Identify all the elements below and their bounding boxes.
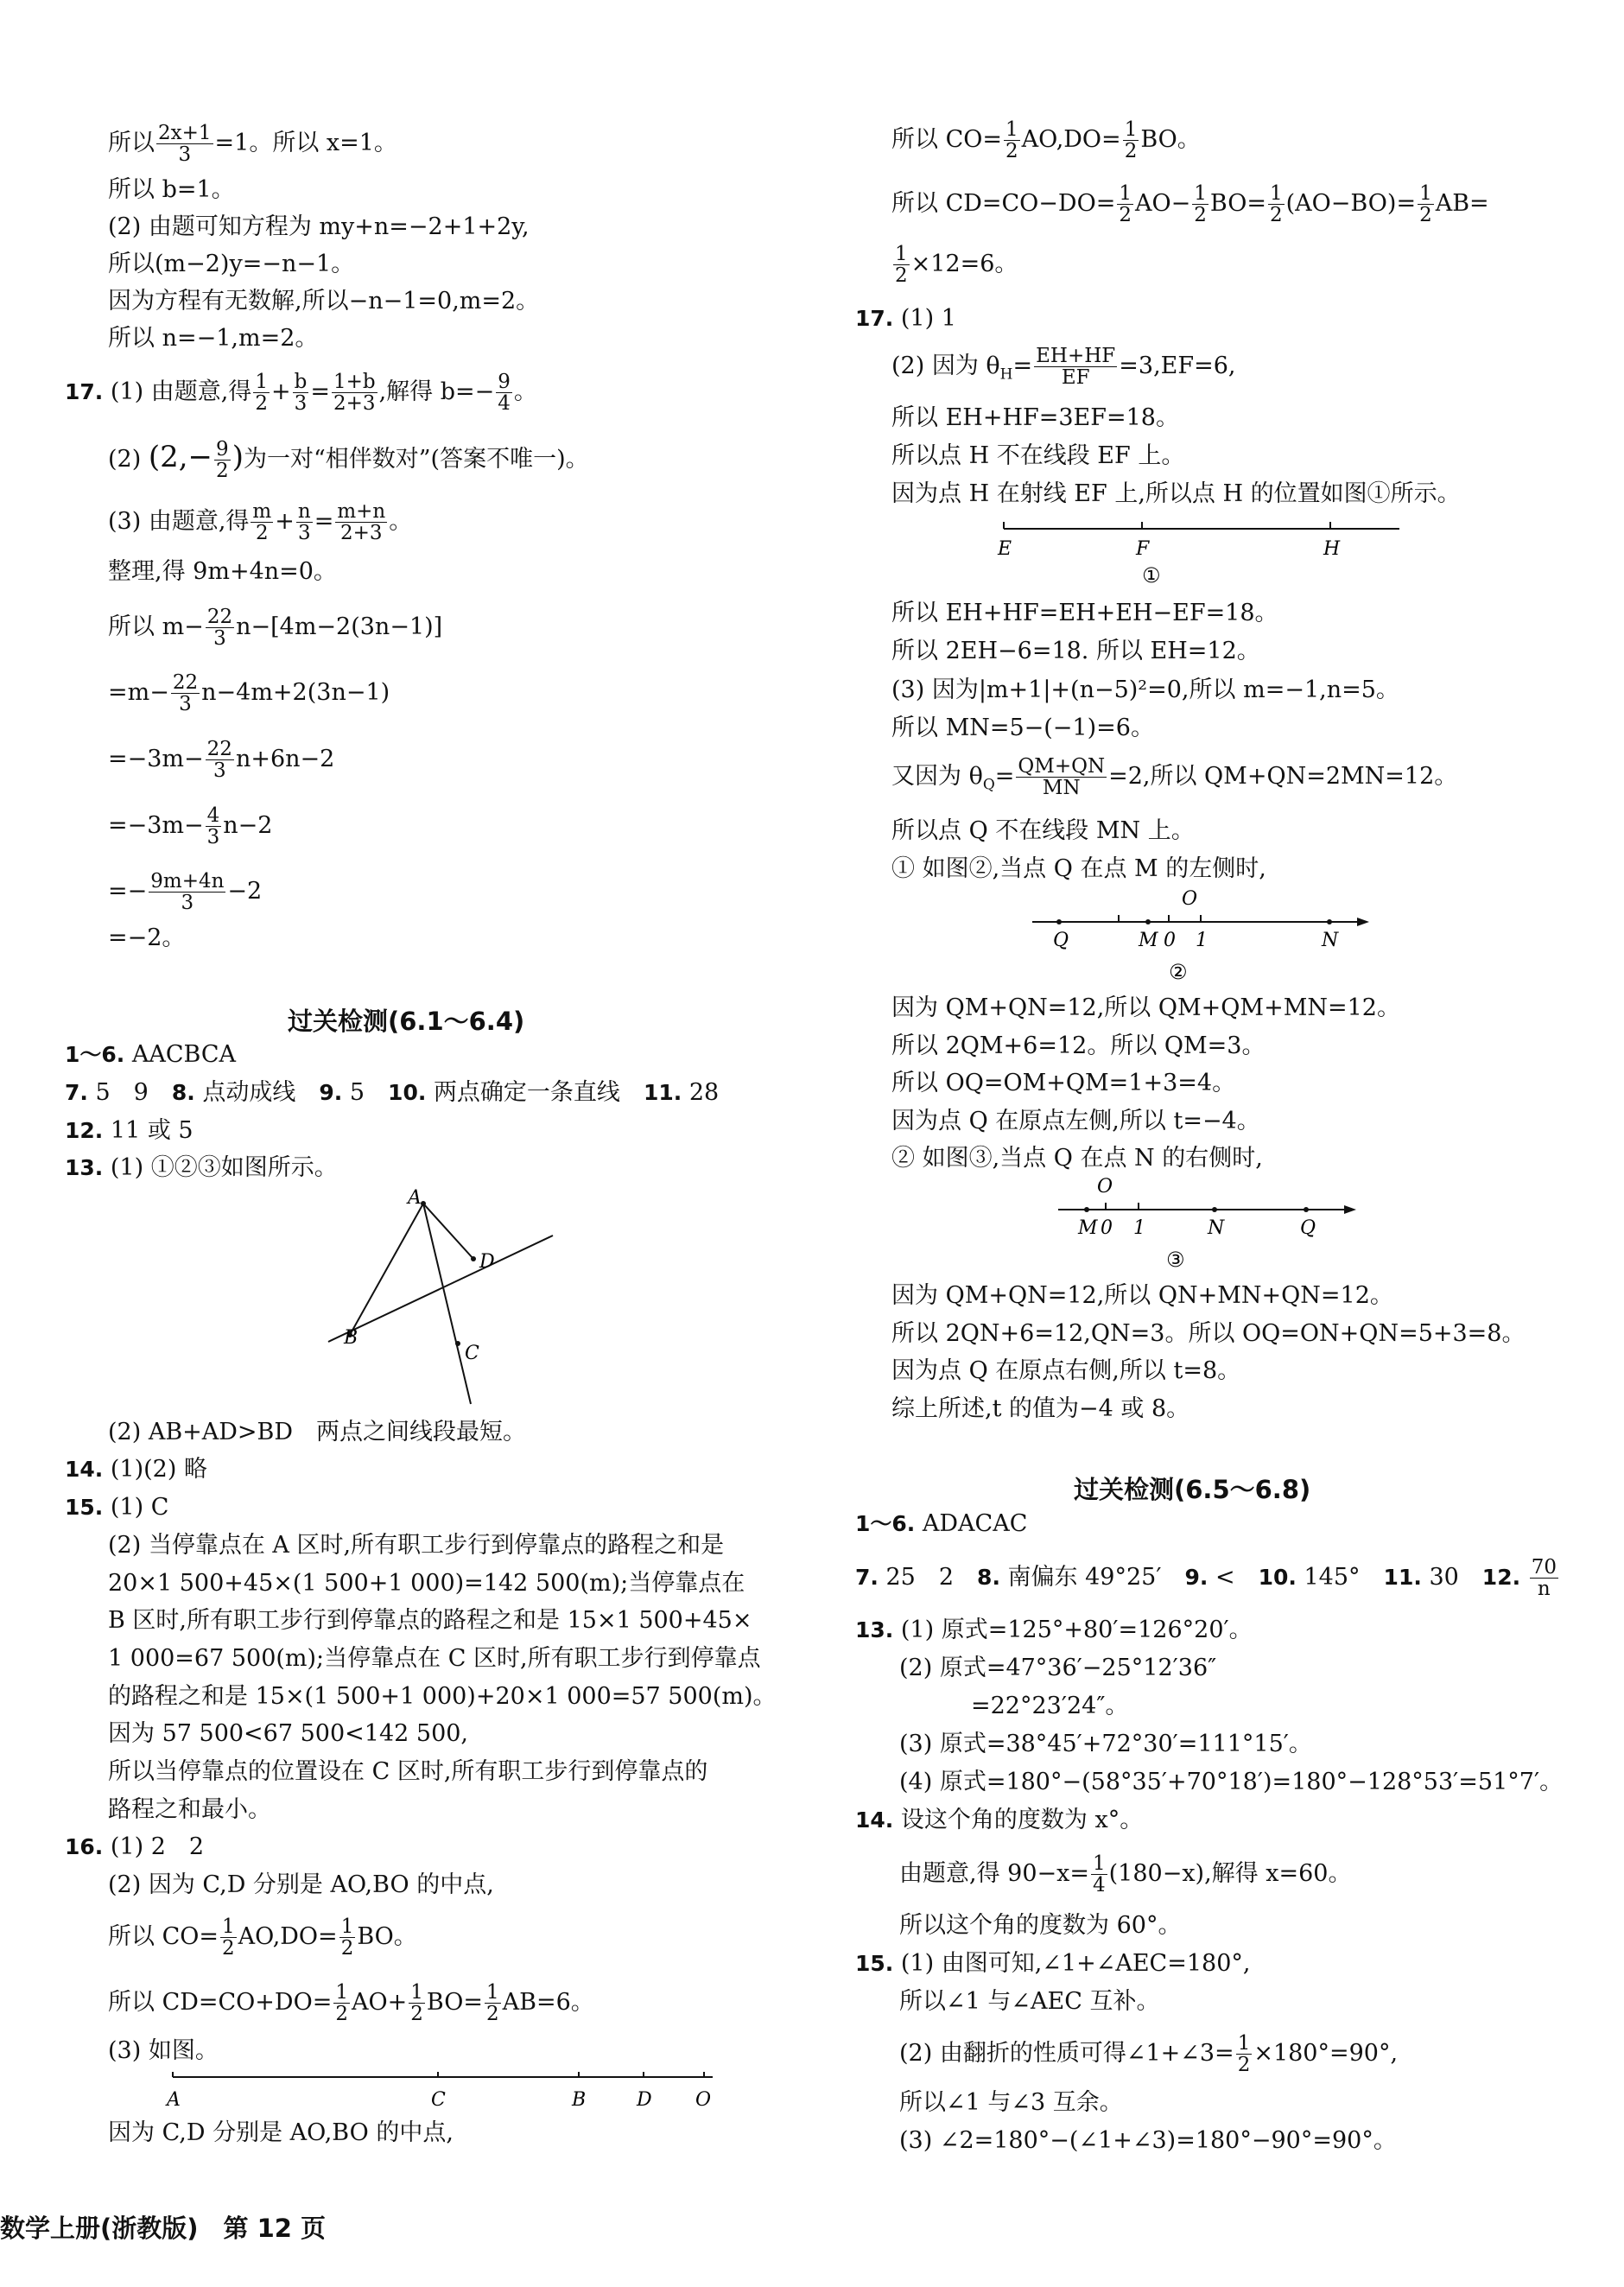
line: 所以 2QN+6=12,QN=3。所以 OQ=ON+QN=5+3=8。 <box>891 1320 1526 1347</box>
answer-line: 14. 设这个角的度数为 x°。 <box>855 1807 1144 1833</box>
figure-16 <box>160 2067 721 2114</box>
line: 因为点 Q 在原点右侧,所以 t=8。 <box>891 1357 1241 1384</box>
label-B: B <box>344 1327 358 1349</box>
label-F: F <box>1136 538 1150 560</box>
ray-AC <box>423 1204 471 1404</box>
line: 所以点 H 不在线段 EF 上。 <box>891 442 1185 469</box>
line: (2) 原式=47°36′−25°12′36″ <box>899 1655 1217 1681</box>
point-C <box>455 1341 460 1346</box>
expr-line: 所以 m− $\frac{22}{3}$ n−[4m−2(3n−1)] <box>108 606 443 651</box>
figure-caption: ② <box>1169 960 1188 984</box>
answer-line: 1～6. AACBCA <box>65 1041 237 1068</box>
answer-line: 15. (1) C <box>65 1494 169 1521</box>
label-B: B <box>572 2089 587 2111</box>
line: 因为 QM+QN=12,所以 QN+MN+QN=12。 <box>891 1282 1393 1309</box>
line: =−2。 <box>108 924 186 951</box>
label-zero: 0 <box>1164 930 1176 951</box>
line: 所以 CD=CO−DO= $\frac{1}{2}$ AO− $\frac{1}{2}$ BO= $\frac{1}{2}$ (AO−BO)= $\frac{1}{2}$ AB= <box>891 182 1489 227</box>
label-A: A <box>167 2089 181 2111</box>
label-zero: 0 <box>1101 1217 1113 1239</box>
label-M: M <box>1139 930 1158 951</box>
line: 又因为 $\theta_Q=$ $\frac{QM+QN}{MN}$ =2,所以 QM+QN=2MN=12。 <box>891 755 1458 800</box>
label-A: A <box>408 1188 422 1209</box>
line: (3) 如图。 <box>108 2037 219 2064</box>
point-A <box>421 1201 426 1206</box>
expr-line: =−3m− $\frac{22}{3}$ n+6n−2 <box>108 738 335 783</box>
line: 所以 n=−1,m=2。 <box>108 325 319 352</box>
line: =22°23′24″。 <box>971 1693 1129 1719</box>
label-one: 1 <box>1133 1217 1145 1239</box>
line: 因为点 Q 在原点左侧,所以 t=−4。 <box>891 1108 1260 1134</box>
line: (3) 因为|m+1|+(n−5)²=0,所以 m=−1,n=5。 <box>891 677 1399 703</box>
point-Q <box>1304 1207 1309 1212</box>
label-one: 1 <box>1196 930 1208 951</box>
line: 路程之和最小。 <box>108 1796 271 1823</box>
figure-1 <box>993 511 1408 589</box>
segment-AD <box>423 1204 473 1259</box>
line: 所以 MN=5−(−1)=6。 <box>891 715 1154 741</box>
line: 因为 C,D 分别是 AO,BO 的中点, <box>108 2119 454 2146</box>
line: ① 如图②,当点 Q 在点 M 的左侧时, <box>891 855 1266 882</box>
line: B 区时,所有职工步行到停靠点的路程之和是 15×1 500+45× <box>108 1607 752 1634</box>
point-D <box>471 1256 476 1261</box>
line: 所以(m−2)y=−n−1。 <box>108 251 355 277</box>
line: 所以 EH+HF=3EF=18。 <box>891 404 1179 431</box>
expr-line: =−3m− $\frac{4}{3}$ n−2 <box>108 804 273 849</box>
q17-part3: (3) 由题意,得 $\frac{m}{2}$ + $\frac{n}{3}$ = $\frac{m+n}{2+3}$ 。 <box>108 500 413 545</box>
q17-part2: (2) (2,− $\frac{9}{2}$ )为一对“相伴数对”(答案不唯一)。 <box>108 438 589 483</box>
line: 所以这个角的度数为 60°。 <box>899 1912 1182 1939</box>
label-E: E <box>998 538 1012 560</box>
answer-line: 16. (1) 2 2 <box>65 1833 205 1860</box>
line: ② 如图③,当点 Q 在点 N 的右侧时, <box>891 1145 1263 1172</box>
label-N: N <box>1208 1217 1225 1239</box>
answer-line: 1～6. ADACAC <box>855 1510 1028 1537</box>
line: 因为点 H 在射线 EF 上,所以点 H 的位置如图①所示。 <box>891 480 1461 507</box>
line: 所以 EH+HF=EH+EH−EF=18。 <box>891 600 1278 626</box>
line: 所以 2QM+6=12。所以 QM=3。 <box>891 1032 1266 1059</box>
answer-line: 17. (1) 1 <box>855 305 956 332</box>
answer-line: 7. 25 2 8. 南偏东 49°25′ 9. < 10. 145° 11. 30 12. $\frac{70}{n}$ <box>855 1556 1557 1601</box>
line: 所以当停靠点的位置设在 C 区时,所有职工步行到停靠点的 <box>108 1758 708 1785</box>
answer-line: 13. (1) ①②③如图所示。 <box>65 1154 338 1181</box>
label-Q: Q <box>1053 930 1069 951</box>
answer-line: 12. 11 或 5 <box>65 1117 193 1144</box>
label-N: N <box>1322 930 1339 951</box>
segment-AB <box>350 1204 423 1335</box>
line: 所以 CO= $\frac{1}{2}$ AO,DO= $\frac{1}{2}$ BO。 <box>891 118 1201 163</box>
label-C: C <box>431 2089 446 2111</box>
label-D: D <box>637 2089 652 2111</box>
line: (2) AB+AD>BD 两点之间线段最短。 <box>108 1419 527 1445</box>
line: 所以 $\frac{2x+1}{3}$ =1。所以 x=1。 <box>108 122 397 167</box>
line: (2) 因为 C,D 分别是 AO,BO 的中点, <box>108 1871 494 1898</box>
line: 所以∠1 与∠3 互余。 <box>899 2089 1123 2116</box>
figure-13 <box>320 1188 561 1421</box>
answer-line: 15. (1) 由图可知,∠1+∠AEC=180°, <box>855 1950 1251 1977</box>
answer-line: 14. (1)(2) 略 <box>65 1456 207 1483</box>
line: 因为 QM+QN=12,所以 QM+QM+MN=12。 <box>891 994 1400 1021</box>
section-heading: 过关检测(6.1～6.4) <box>288 1007 525 1036</box>
line: (2) 当停靠点在 A 区时,所有职工步行到停靠点的路程之和是 <box>108 1532 725 1559</box>
line: 由题意,得 90−x= $\frac{1}{4}$ (180−x),解得 x=60。 <box>899 1852 1352 1897</box>
point-M <box>1084 1207 1089 1212</box>
label-O: O <box>695 2089 712 2111</box>
line-BD <box>328 1236 553 1342</box>
line: 所以 b=1。 <box>108 176 235 203</box>
line: 整理,得 9m+4n=0。 <box>108 558 337 585</box>
line: (3) 原式=38°45′+72°30′=111°15′。 <box>899 1731 1312 1757</box>
line: 的路程之和是 15×(1 500+1 000)+20×1 000=57 500(m)。 <box>108 1683 777 1710</box>
line: 所以 CO= $\frac{1}{2}$ AO,DO= $\frac{1}{2}$ BO。 <box>108 1915 417 1960</box>
label-O: O <box>1182 888 1198 910</box>
point-N <box>1327 919 1332 924</box>
figure-caption: ③ <box>1166 1248 1185 1272</box>
expr-line: =− $\frac{9m+4n}{3}$ −2 <box>108 870 263 915</box>
section-heading: 过关检测(6.5～6.8) <box>1074 1475 1311 1504</box>
expr-line: =m− $\frac{22}{3}$ n−4m+2(3n−1) <box>108 671 390 716</box>
line: (3) ∠2=180°−(∠1+∠3)=180°−90°=90°。 <box>899 2127 1397 2154</box>
fraction: $\frac{2x+1}{3}$ <box>158 122 212 167</box>
label-M: M <box>1078 1217 1098 1239</box>
label-O: O <box>1097 1176 1113 1197</box>
point-Q <box>1056 919 1062 924</box>
line: 所以点 Q 不在线段 MN 上。 <box>891 817 1195 844</box>
figure-2 <box>1028 886 1373 985</box>
line: (2) 因为 $\theta_H=$ $\frac{EH+HF}{EF}$ =3,EF=6, <box>891 345 1236 390</box>
label-D: D <box>479 1251 495 1273</box>
figure-caption: ① <box>1142 563 1161 588</box>
line: 综上所述,t 的值为−4 或 8。 <box>891 1395 1190 1422</box>
label-H: H <box>1323 538 1341 560</box>
line: (2) 由题可知方程为 my+n=−2+1+2y, <box>108 213 530 240</box>
line: 所以 OQ=OM+QM=1+3=4。 <box>891 1070 1236 1096</box>
line: 所以 CD=CO+DO= $\frac{1}{2}$ AO+ $\frac{1}{2}$ BO= $\frac{1}{2}$ AB=6。 <box>108 1981 594 2026</box>
line: (4) 原式=180°−(58°35′+70°18′)=180°−128°53′=51°7′。 <box>899 1769 1564 1795</box>
line: 20×1 500+45×(1 500+1 000)=142 500(m);当停靠点在 <box>108 1570 745 1597</box>
line: 所以 2EH−6=18. 所以 EH=12。 <box>891 638 1260 664</box>
point-M <box>1145 919 1151 924</box>
line: (2) 由翻折的性质可得∠1+∠3= $\frac{1}{2}$ ×180°=90°, <box>899 2032 1399 2077</box>
line: 1 000=67 500(m);当停靠点在 C 区时,所有职工步行到停靠点 <box>108 1645 761 1672</box>
line: 因为 57 500<67 500<142 500, <box>108 1720 469 1747</box>
answer-line: 7. 5 9 8. 点动成线 9. 5 10. 两点确定一条直线 11. 28 <box>65 1079 720 1106</box>
point-N <box>1212 1207 1217 1212</box>
page-footer: 数学上册(浙教版) 第 12 页 <box>0 2214 327 2243</box>
q17-part1: 17. (1) 由题意,得 $\frac{1}{2}$ + $\frac{b}{3}$ = $\frac{1+b}{2+3}$ ,解得 b=− $\frac{9}{4}$ 。 <box>65 371 537 416</box>
line: 因为方程有无数解,所以−n−1=0,m=2。 <box>108 288 540 314</box>
line: 所以∠1 与∠AEC 互补。 <box>899 1988 1160 2015</box>
label-Q: Q <box>1300 1217 1316 1239</box>
line: $\frac{1}{2}$ ×12=6。 <box>895 243 1018 288</box>
label-C: C <box>465 1343 479 1364</box>
answer-line: 13. (1) 原式=125°+80′=126°20′。 <box>855 1617 1253 1643</box>
figure-3 <box>1054 1173 1365 1273</box>
right-column <box>812 0 1624 2287</box>
